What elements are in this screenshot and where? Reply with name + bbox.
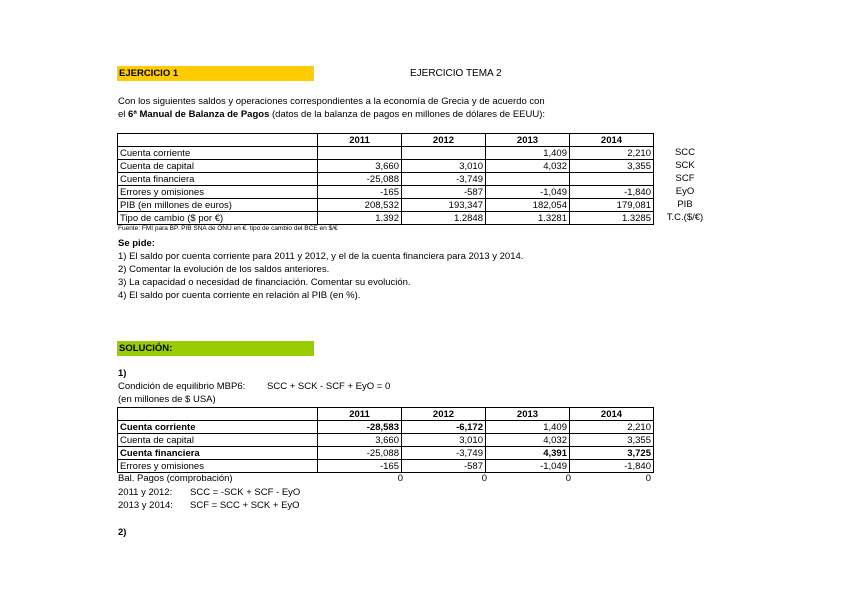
cell-value bbox=[318, 147, 402, 160]
row-tag: T.C.($/€) bbox=[666, 212, 704, 223]
cell-value: -25,088 bbox=[318, 173, 402, 186]
row-label: Cuenta financiera bbox=[118, 173, 318, 186]
row-label: Cuenta de capital bbox=[118, 434, 318, 447]
cell-value: 208,532 bbox=[318, 199, 402, 212]
row-tag: EyO bbox=[675, 186, 695, 197]
note1-years: 2011 y 2012: bbox=[118, 487, 173, 498]
row-label: Cuenta corriente bbox=[118, 147, 318, 160]
row-label: PIB (en millones de euros) bbox=[118, 199, 318, 212]
intro-line-2-post: (datos de la balanza de pagos en millones de dólares de EEUU): bbox=[269, 109, 546, 120]
cell-value: 1,409 bbox=[486, 147, 570, 160]
cell-value: -587 bbox=[402, 460, 486, 473]
note2-formula: SCF = SCC + SCK + EyO bbox=[190, 500, 300, 511]
cell-value: 193,347 bbox=[402, 199, 486, 212]
cell-value: 1,409 bbox=[486, 421, 570, 434]
year-header: 2014 bbox=[570, 134, 654, 147]
intro-line-2-pre: el bbox=[118, 109, 129, 120]
question-item: 4) El saldo por cuenta corriente en relación al PIB (en %). bbox=[118, 290, 361, 301]
cell-value: 1.392 bbox=[318, 212, 402, 225]
year-header: 2012 bbox=[402, 408, 486, 421]
year-header: 2012 bbox=[402, 134, 486, 147]
cell-value: 3,010 bbox=[402, 434, 486, 447]
question-item: 3) La capacidad o necesidad de financiación. Comentar su evolución. bbox=[118, 277, 411, 288]
cell-value bbox=[486, 173, 570, 186]
cell-value: 2,210 bbox=[570, 421, 654, 434]
question-item: 2) Comentar la evolución de los saldos anteriores. bbox=[118, 264, 330, 275]
header-corner-cell bbox=[118, 408, 318, 421]
year-header: 2014 bbox=[570, 408, 654, 421]
questions-title: Se pide: bbox=[118, 238, 155, 249]
tema-title: EJERCICIO TEMA 2 bbox=[410, 68, 502, 79]
table-row bbox=[118, 460, 654, 473]
check-value: 0 bbox=[397, 473, 403, 484]
cell-value: -165 bbox=[318, 460, 402, 473]
cell-value: 2,210 bbox=[570, 147, 654, 160]
row-tag: PIB bbox=[677, 199, 693, 210]
note2-years: 2013 y 2014: bbox=[118, 500, 173, 511]
solution-label: SOLUCIÓN: bbox=[117, 341, 314, 356]
balance-data-table bbox=[117, 133, 654, 225]
cell-value: 3,355 bbox=[570, 434, 654, 447]
cell-value: 3,660 bbox=[318, 160, 402, 173]
table-header-row bbox=[118, 408, 654, 421]
cell-value: -3,749 bbox=[402, 447, 486, 460]
cell-value: -6,172 bbox=[402, 421, 486, 434]
solution-table bbox=[117, 407, 654, 473]
row-label: Errores y omisiones bbox=[118, 460, 318, 473]
cell-value: -1,049 bbox=[486, 186, 570, 199]
check-value: 0 bbox=[645, 473, 651, 484]
row-label: Tipo de cambio ($ por €) bbox=[118, 212, 318, 225]
table-row bbox=[118, 160, 654, 173]
cell-value: 1.3281 bbox=[486, 212, 570, 225]
row-tag: SCC bbox=[674, 147, 696, 158]
cell-value: -165 bbox=[318, 186, 402, 199]
cell-value: 182,054 bbox=[486, 199, 570, 212]
table-row bbox=[118, 421, 654, 434]
cell-value: 3,660 bbox=[318, 434, 402, 447]
row-label: Cuenta de capital bbox=[118, 160, 318, 173]
cell-value: 3,010 bbox=[402, 160, 486, 173]
table-row bbox=[118, 147, 654, 160]
table-row bbox=[118, 173, 654, 186]
table-row bbox=[118, 434, 654, 447]
equilibrium-label: Condición de equilibrio MBP6: bbox=[118, 381, 246, 392]
row-label: Errores y omisiones bbox=[118, 186, 318, 199]
units-note: (en millones de $ USA) bbox=[118, 394, 216, 405]
part1-heading: 1) bbox=[118, 368, 127, 379]
part2-heading: 2) bbox=[118, 527, 127, 538]
cell-value: -1,840 bbox=[570, 460, 654, 473]
check-value: 0 bbox=[565, 473, 571, 484]
year-header: 2011 bbox=[318, 408, 402, 421]
table-row bbox=[118, 199, 654, 212]
check-value: 0 bbox=[481, 473, 487, 484]
cell-value: -3,749 bbox=[402, 173, 486, 186]
row-tag: SCF bbox=[675, 173, 695, 184]
cell-value: 3,725 bbox=[570, 447, 654, 460]
header-corner-cell bbox=[118, 134, 318, 147]
note1-formula: SCC = -SCK + SCF - EyO bbox=[190, 487, 301, 498]
table-row bbox=[118, 447, 654, 460]
cell-value: 4,391 bbox=[486, 447, 570, 460]
cell-value: 4,032 bbox=[486, 160, 570, 173]
cell-value: 4,032 bbox=[486, 434, 570, 447]
question-item: 1) El saldo por cuenta corriente para 2011 y 2012, y el de la cuenta financiera para 2013 y 2014. bbox=[118, 251, 524, 262]
year-header: 2013 bbox=[486, 134, 570, 147]
equilibrium-formula: SCC + SCK - SCF + EyO = 0 bbox=[267, 381, 391, 392]
cell-value: -1,049 bbox=[486, 460, 570, 473]
cell-value: 1.2848 bbox=[402, 212, 486, 225]
cell-value bbox=[570, 173, 654, 186]
table-row bbox=[118, 212, 654, 225]
intro-line-2 bbox=[118, 109, 545, 120]
year-header: 2013 bbox=[486, 408, 570, 421]
check-label: Bal. Pagos (comprobación) bbox=[118, 473, 233, 484]
cell-value: -28,583 bbox=[318, 421, 402, 434]
cell-value: -25,088 bbox=[318, 447, 402, 460]
row-tag: SCK bbox=[675, 160, 695, 171]
cell-value: 1.3285 bbox=[570, 212, 654, 225]
table-header-row bbox=[118, 134, 654, 147]
row-tags bbox=[662, 146, 708, 224]
cell-value: -587 bbox=[402, 186, 486, 199]
intro-line-1: Con los siguientes saldos y operaciones correspondientes a la economía de Grecia y de acuerdo con bbox=[118, 96, 545, 107]
cell-value: -1,840 bbox=[570, 186, 654, 199]
ejercicio-label: EJERCICIO 1 bbox=[117, 66, 314, 81]
row-label: Cuenta corriente bbox=[118, 421, 318, 434]
cell-value bbox=[402, 147, 486, 160]
cell-value: 3,355 bbox=[570, 160, 654, 173]
row-label: Cuenta financiera bbox=[118, 447, 318, 460]
year-header: 2011 bbox=[318, 134, 402, 147]
cell-value: 179,081 bbox=[570, 199, 654, 212]
source-note: Fuente: FMI para BP. PIB SNA de ONU en €. tipo de cambio del BCE en $/€ bbox=[118, 225, 338, 232]
table-row bbox=[118, 186, 654, 199]
intro-line-2-bold: 6ª Manual de Balanza de Pagos bbox=[128, 109, 270, 120]
